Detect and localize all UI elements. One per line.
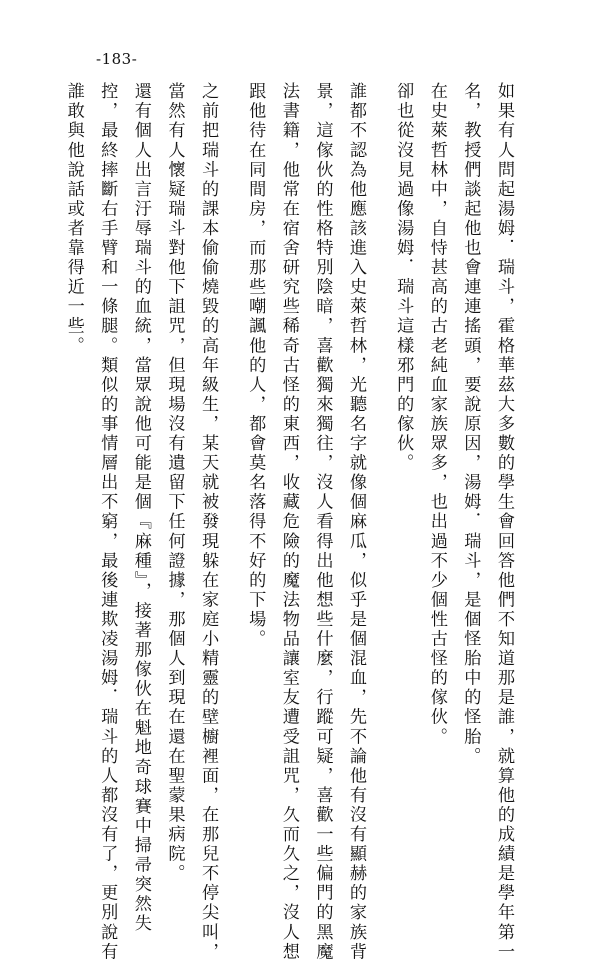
text-line-7: 法書籍，他常在宿舍研究些稀奇古怪的東西，收藏危險的魔法物品讓室友遭受詛咒，久而久之，沒人想 [278,82,299,962]
text-line-12: 控，最終摔斷右手臂和一條腿。類似的事情層出不窮，最後連欺凌湯姆．瑞斗的人都沒有了，更別說有 [97,82,118,962]
text-line-5: 誰都不認為他應該進入史萊哲林，光聽名字就像個麻瓜，似乎是個混血，先不論他有沒有顯赫的家族背 [346,82,367,962]
vertical-text-body [63,82,514,962]
text-line-3: 在史萊哲林中，自恃甚高的古老純血家族眾多，也出過不少個性古怪的傢伙。 [426,82,447,747]
text-line-6: 景，這傢伙的性格特別陰暗，喜歡獨來獨往，沒人看得出他想些什麼，行蹤可疑，喜歡一些偏門的黑魔 [312,82,333,962]
text-line-2: 名，教授們談起他也會連連搖頭，要說原因，湯姆．瑞斗，是個怪胎中的怪胎。 [460,82,481,767]
text-line-13: 誰敢與他說話或者靠得近一些。 [63,82,84,356]
text-line-8: 跟他待在同間房，而那些嘲諷他的人，都會莫名落得不好的下場。 [245,82,266,649]
text-line-4: 卻也從沒見過像湯姆．瑞斗這樣邪門的傢伙。 [393,82,414,473]
text-line-11: 還有個人出言汙辱瑞斗的血統，當眾說他可能是個『麻種』，接著那傢伙在魁地奇球賽中掃帚突然失 [130,82,151,934]
page-number: -183- [96,50,138,68]
text-line-9: 之前把瑞斗的課本偷偷燒毀的高年級生，某天就被發現躲在家庭小精靈的壁櫥裡面，在那兒不停尖叫， [198,82,219,962]
text-line-10: 當然有人懷疑瑞斗對他下詛咒，但現場沒有遺留下任何證據，那個人到現在還在聖蒙果病院。 [164,82,185,884]
text-line-1: 如果有人問起湯姆．瑞斗，霍格華茲大多數的學生會回答他們不知道那是誰，就算他的成績是學年第一 [494,82,514,962]
